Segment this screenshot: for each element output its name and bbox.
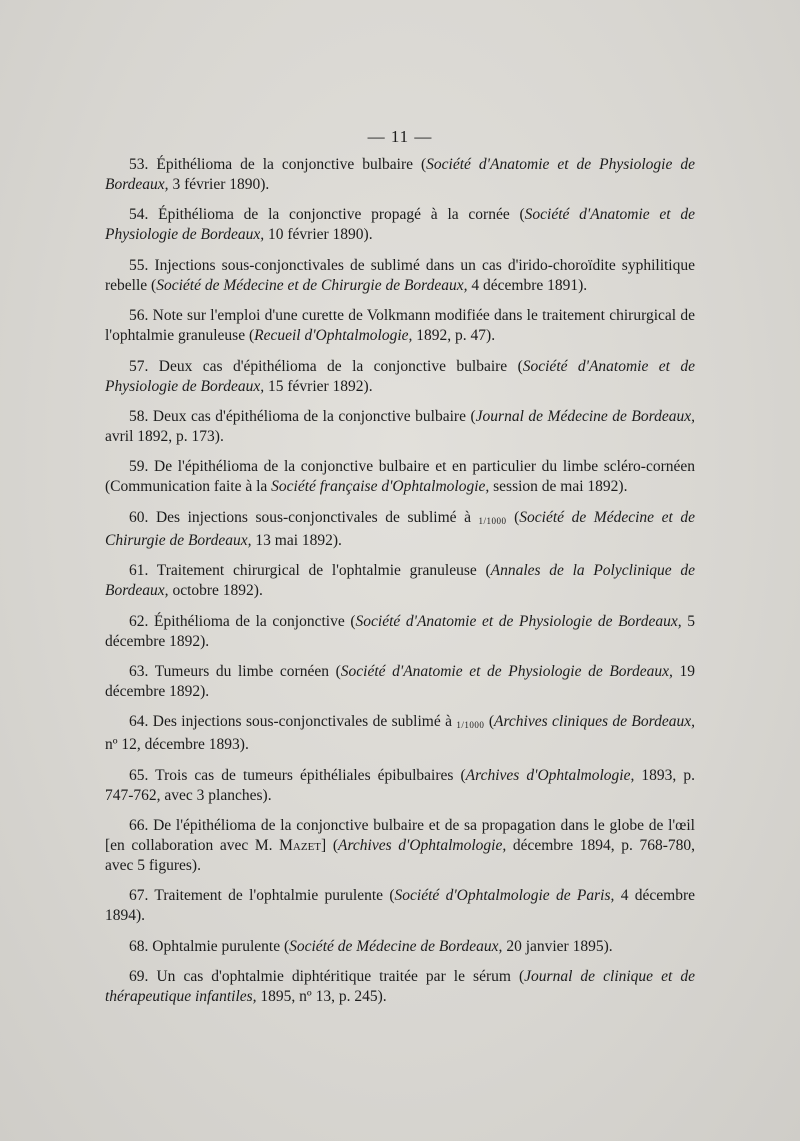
source-title: Société d'Anatomie et de Physiologie de Bordeaux, (105, 206, 695, 244)
entry-number: 68. (129, 937, 149, 955)
entry-text: 5 décembre 1892). (105, 612, 696, 650)
entry-text: Tumeurs du limbe cornéen ( (148, 662, 341, 680)
source-title: Annales de la Polyclinique de Bordeaux, (105, 562, 695, 600)
source-title: Archives cliniques de Bordeaux, (493, 713, 695, 731)
publication-entry (105, 457, 695, 497)
entry-text: De l'épithélioma de la conjonctive bulbaire et de sa propagation dans le globe de l'œil [en collaboration avec M. (105, 817, 695, 855)
entry-text: 1892, p. 47). (412, 327, 496, 345)
entry-number: 56. (129, 307, 149, 325)
entry-text: Deux cas d'épithélioma de la conjonctive bulbaire ( (148, 357, 523, 375)
entry-number: 64. (129, 713, 149, 731)
entry-text: Traitement de l'ophtalmie purulente ( (148, 887, 395, 905)
entry-number: 57. (129, 357, 149, 375)
entry-text: Ophtalmie purulente ( (148, 937, 290, 955)
source-title: Société française d'Ophtalmologie, (271, 478, 490, 496)
entry-text: Traitement chirurgical de l'ophtalmie granuleuse ( (148, 562, 491, 580)
source-title: Société d'Anatomie et de Physiologie de Bordeaux, (105, 156, 695, 193)
entry-text: octobre 1892). (168, 582, 263, 600)
source-title: Société de Médecine de Bordeaux, (289, 937, 503, 955)
publication-entry (105, 155, 695, 195)
entry-number: 63. (129, 662, 149, 680)
publication-entry (105, 256, 695, 296)
entry-text: ( (506, 508, 520, 526)
source-title: Société de Médecine et de Chirurgie de Bordeaux, (156, 276, 468, 294)
publication-entry (105, 508, 695, 551)
entry-text: De l'épithélioma de la conjonctive bulbaire et en particulier du limbe scléro-cornéen (Communication faite à la (105, 458, 695, 496)
entry-text: 19 décembre 1892). (105, 662, 696, 700)
publication-entry (105, 306, 695, 346)
entry-number: 66. (129, 817, 149, 835)
source-title: Archives d'Ophtalmologie, (465, 766, 635, 784)
entry-text: nº 12, décembre 1893). (105, 736, 249, 754)
source-title: Journal de clinique et de thérapeutique infantiles, (105, 968, 695, 1006)
entry-number: 65. (129, 766, 149, 784)
entry-text: Épithélioma de la conjonctive bulbaire ( (148, 156, 427, 173)
entry-number: 54. (129, 206, 149, 224)
entry-number: 62. (129, 612, 149, 630)
dilution-fraction: 1/1000 (478, 515, 507, 526)
page-number: — 11 — (367, 127, 433, 146)
entry-text: 1895, nº 13, p. 245). (256, 988, 387, 1006)
publication-entry (105, 407, 695, 447)
entry-text: 1893, p. 747-762, avec 3 planches). (105, 766, 695, 804)
publication-entry (105, 357, 695, 397)
entry-text: 4 décembre 1891). (467, 276, 588, 294)
author-name: Mazet (279, 837, 322, 855)
publication-entry (105, 816, 695, 876)
entry-text: ( (484, 713, 494, 731)
publication-entry (105, 612, 695, 652)
source-title: Société d'Ophtalmologie de Paris, (394, 887, 615, 905)
entry-number: 67. (129, 887, 149, 905)
entry-text: 20 janvier 1895). (502, 937, 613, 955)
entry-text: Des injections sous-conjonctivales de sublimé à (148, 508, 479, 526)
entry-text: Trois cas de tumeurs épithéliales épibulbaires ( (148, 766, 466, 784)
publication-entry (105, 766, 695, 806)
entry-text: 4 décembre 1894). (105, 887, 696, 925)
entry-number: 60. (129, 508, 149, 526)
entry-text: avril 1892, p. 173). (105, 427, 224, 445)
publication-entry (105, 937, 695, 957)
publication-entry (105, 967, 695, 1007)
publication-entry (105, 886, 695, 926)
publication-entry (105, 662, 695, 702)
entry-text: Des injections sous-conjonctivales de sublimé à (148, 713, 457, 731)
entry-text: Un cas d'ophtalmie diphtéritique traitée par le sérum ( (148, 968, 525, 986)
entry-text: Épithélioma de la conjonctive ( (148, 612, 356, 630)
publication-entry (105, 561, 695, 601)
entry-number: 59. (129, 458, 149, 476)
entry-number: 58. (129, 407, 149, 425)
entry-number: 61. (129, 562, 149, 580)
entry-text: 10 février 1890). (264, 226, 373, 244)
entry-text: décembre 1894, p. 768-780, avec 5 figures). (105, 837, 695, 875)
publication-list (105, 155, 695, 1018)
entry-number: 69. (129, 968, 149, 986)
source-title: Société d'Anatomie et de Physiologie de Bordeaux, (105, 357, 695, 395)
publication-entry (105, 205, 695, 245)
entry-text: Deux cas d'épithélioma de la conjonctive bulbaire ( (148, 407, 476, 425)
source-title: Société de Médecine et de Chirurgie de Bordeaux, (105, 508, 695, 549)
source-title: Journal de Médecine de Bordeaux, (475, 407, 695, 425)
entry-text: Note sur l'emploi d'une curette de Volkmann modifiée dans le traitement chirurgical de l'ophtalmie granuleuse ( (105, 307, 695, 345)
entry-text: 15 février 1892). (264, 377, 373, 395)
entry-number: 55. (129, 256, 149, 274)
publication-entry (105, 712, 695, 755)
source-title: Archives d'Ophtalmologie, (337, 837, 507, 855)
entry-text: ] ( (321, 837, 338, 855)
entry-text: Épithélioma de la conjonctive propagé à la cornée ( (148, 206, 525, 224)
entry-number: 53. (129, 156, 149, 173)
source-title: Société d'Anatomie et de Physiologie de Bordeaux, (355, 612, 682, 630)
source-title: Société d'Anatomie et de Physiologie de Bordeaux, (340, 662, 673, 680)
entry-text: Injections sous-conjonctivales de sublimé dans un cas d'irido-choroïdite syphilitique rebelle ( (105, 256, 695, 294)
entry-text: 13 mai 1892). (251, 531, 342, 549)
source-title: Recueil d'Ophtalmologie, (254, 327, 413, 345)
dilution-fraction: 1/1000 (456, 720, 485, 731)
entry-text: 3 février 1890). (168, 176, 270, 193)
entry-text: session de mai 1892). (489, 478, 628, 496)
